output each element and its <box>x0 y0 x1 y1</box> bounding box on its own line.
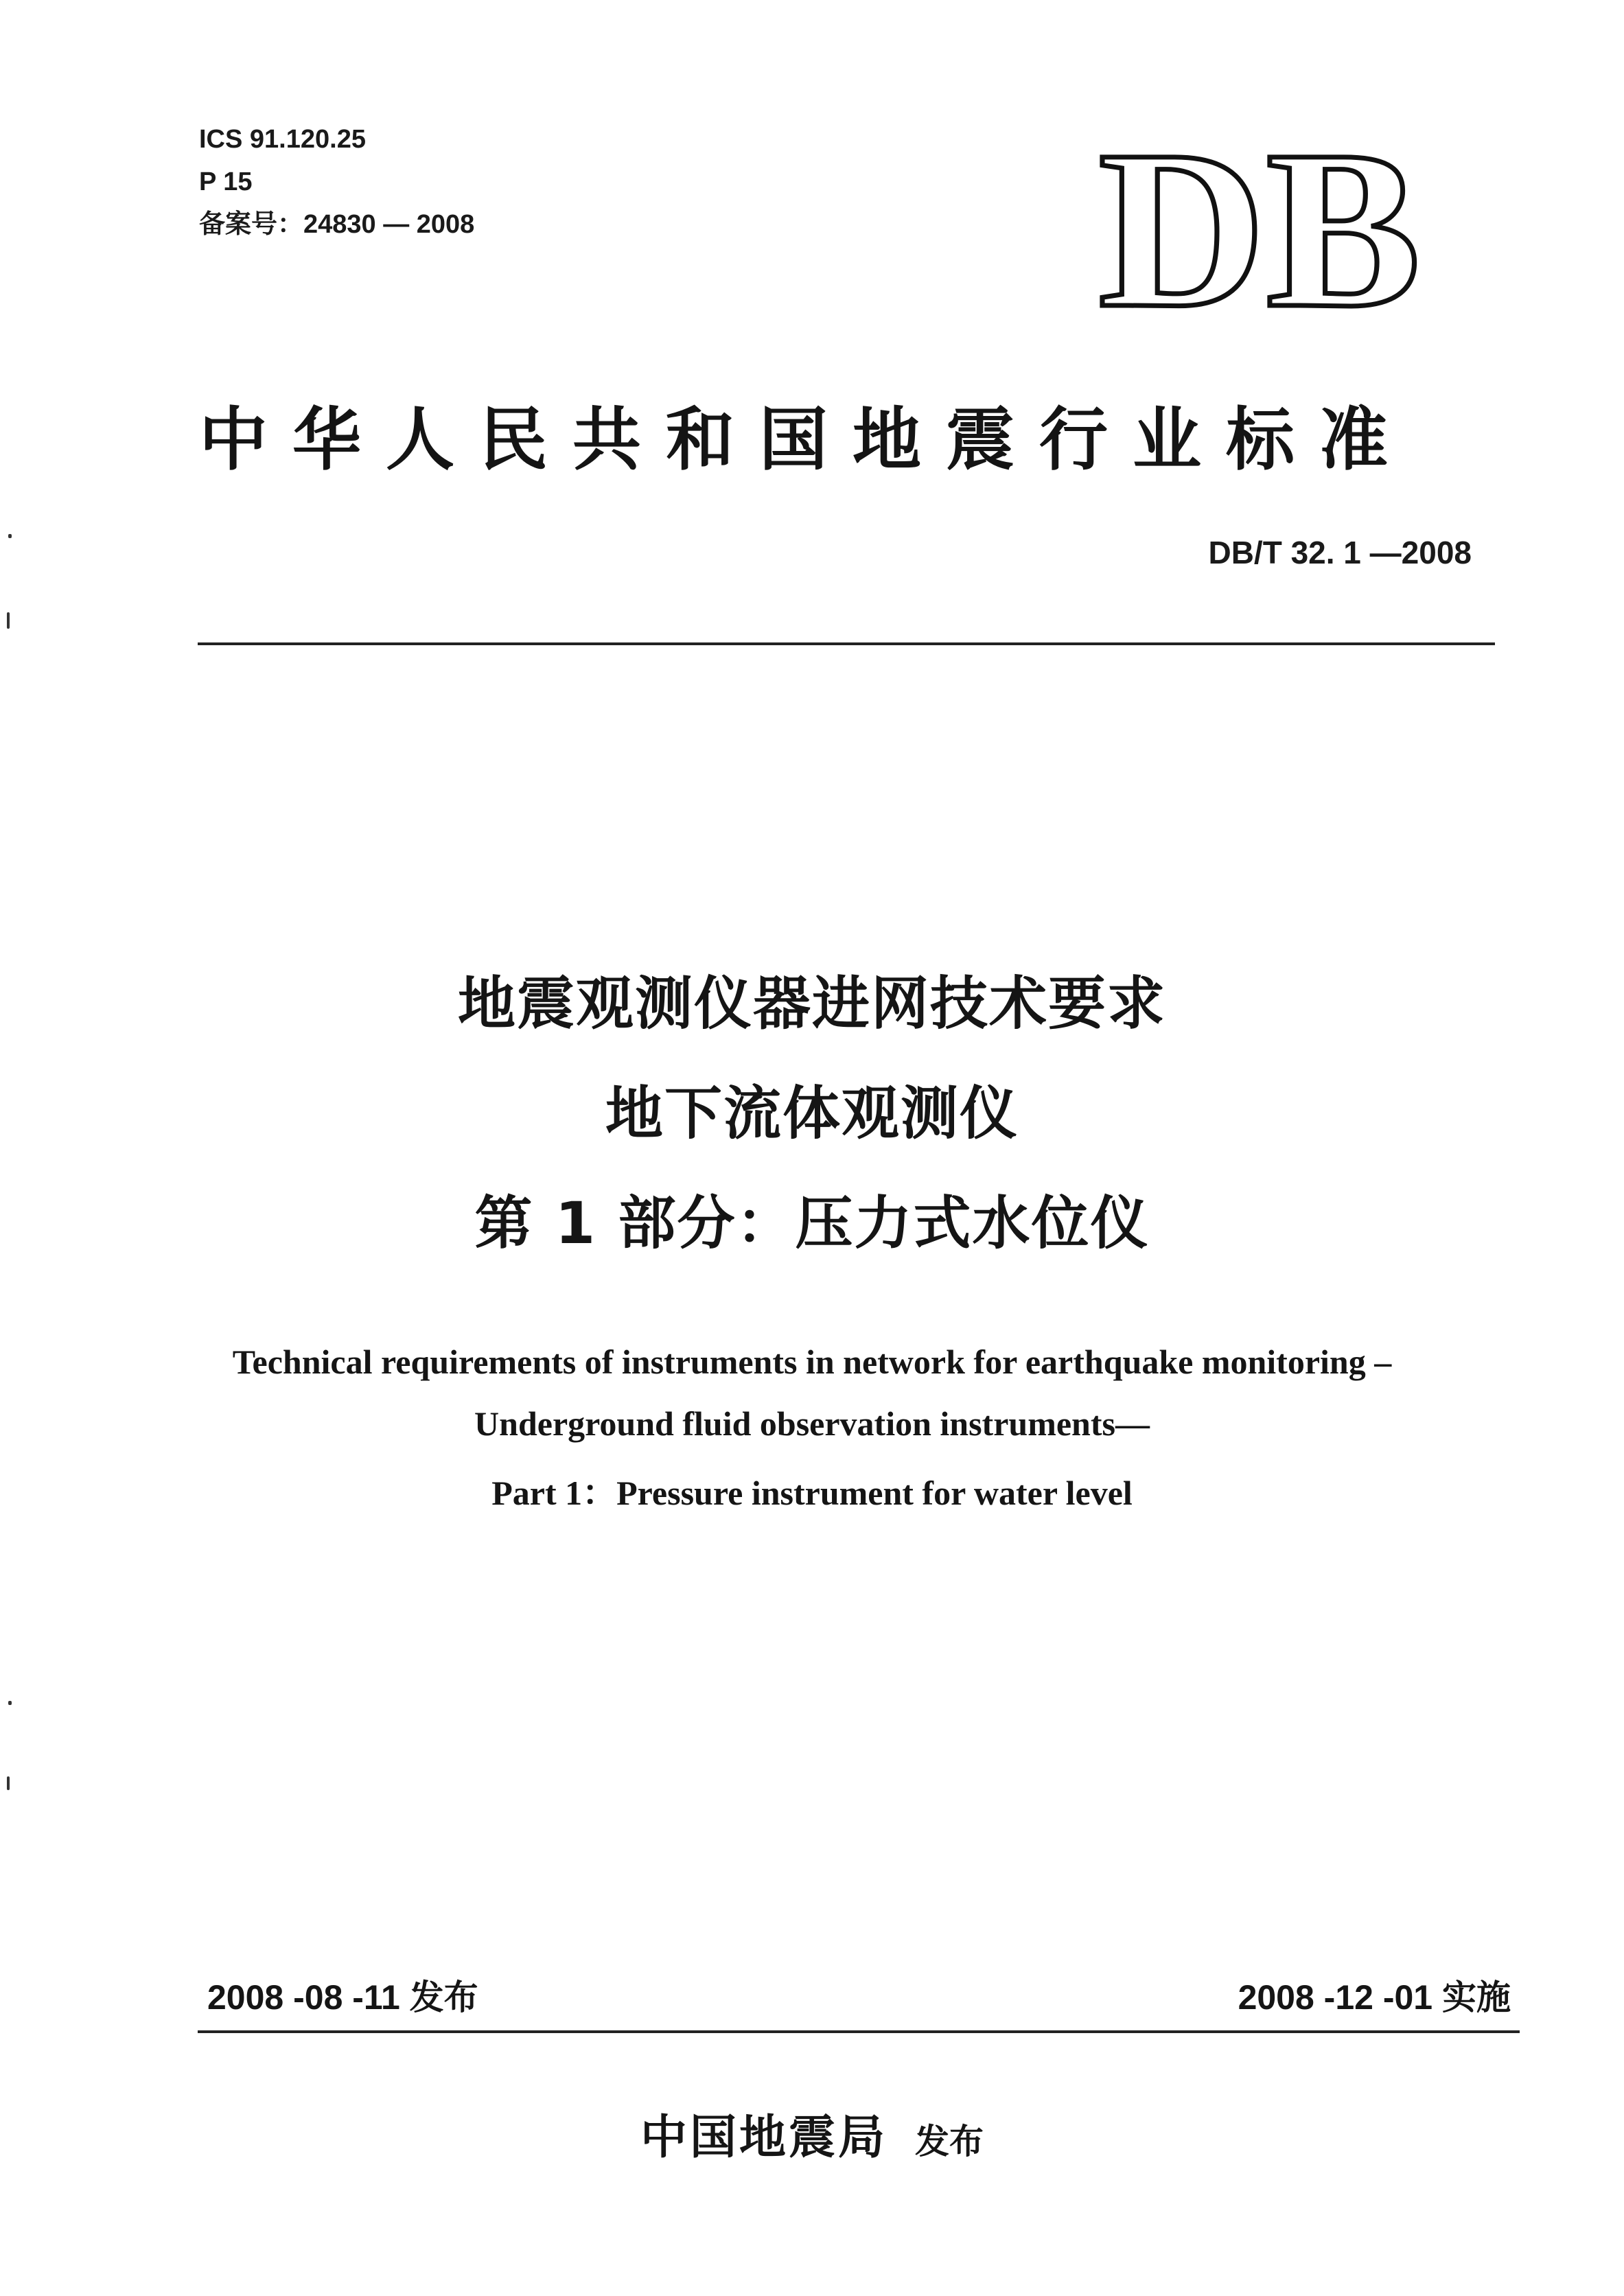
db-logo-letters: DB <box>1098 141 1421 326</box>
class-code: P 15 <box>199 167 253 196</box>
db-logo-icon <box>1098 141 1428 326</box>
publisher <box>0 2100 1624 2167</box>
scan-speck <box>7 1776 10 1790</box>
cn-title-line-1: 地震观测仪器进网技术要求 <box>457 970 1166 1037</box>
scan-speck <box>8 534 12 538</box>
record-number: 备案号：24830 — 2008 <box>199 210 475 239</box>
scan-speck <box>7 612 10 629</box>
en-title-line-3: Part 1：Pressure instrument for water level <box>491 1474 1133 1512</box>
cn-title-line-3: 第 1 部分：压力式水位仪 <box>474 1190 1150 1257</box>
classification-codes <box>199 118 474 246</box>
bottom-divider <box>198 2030 1520 2033</box>
top-divider <box>198 642 1495 645</box>
en-title-line-1: Technical requirements of instruments in network for earthquake monitoring – <box>232 1343 1392 1381</box>
cn-title-line-2: 地下流体观测仪 <box>605 1080 1019 1147</box>
publisher-suffix: 发布 <box>915 2122 984 2161</box>
publisher-name: 中国地震局 <box>640 2110 888 2165</box>
implement-date: 2008 -12 -01 实施 <box>1238 1978 1511 2017</box>
standard-number: DB/T 32. 1 —2008 <box>1208 535 1472 570</box>
issue-date: 2008 -08 -11 发布 <box>207 1978 478 2017</box>
ics-code: ICS 91.120.25 <box>199 125 366 154</box>
en-title-line-2: Underground fluid observation instruments— <box>474 1404 1150 1443</box>
standard-category-title: 中华人民共和国地震行业标准 <box>199 399 1413 480</box>
scan-speck <box>8 1701 12 1705</box>
db-logo-mark <box>1098 141 1428 326</box>
